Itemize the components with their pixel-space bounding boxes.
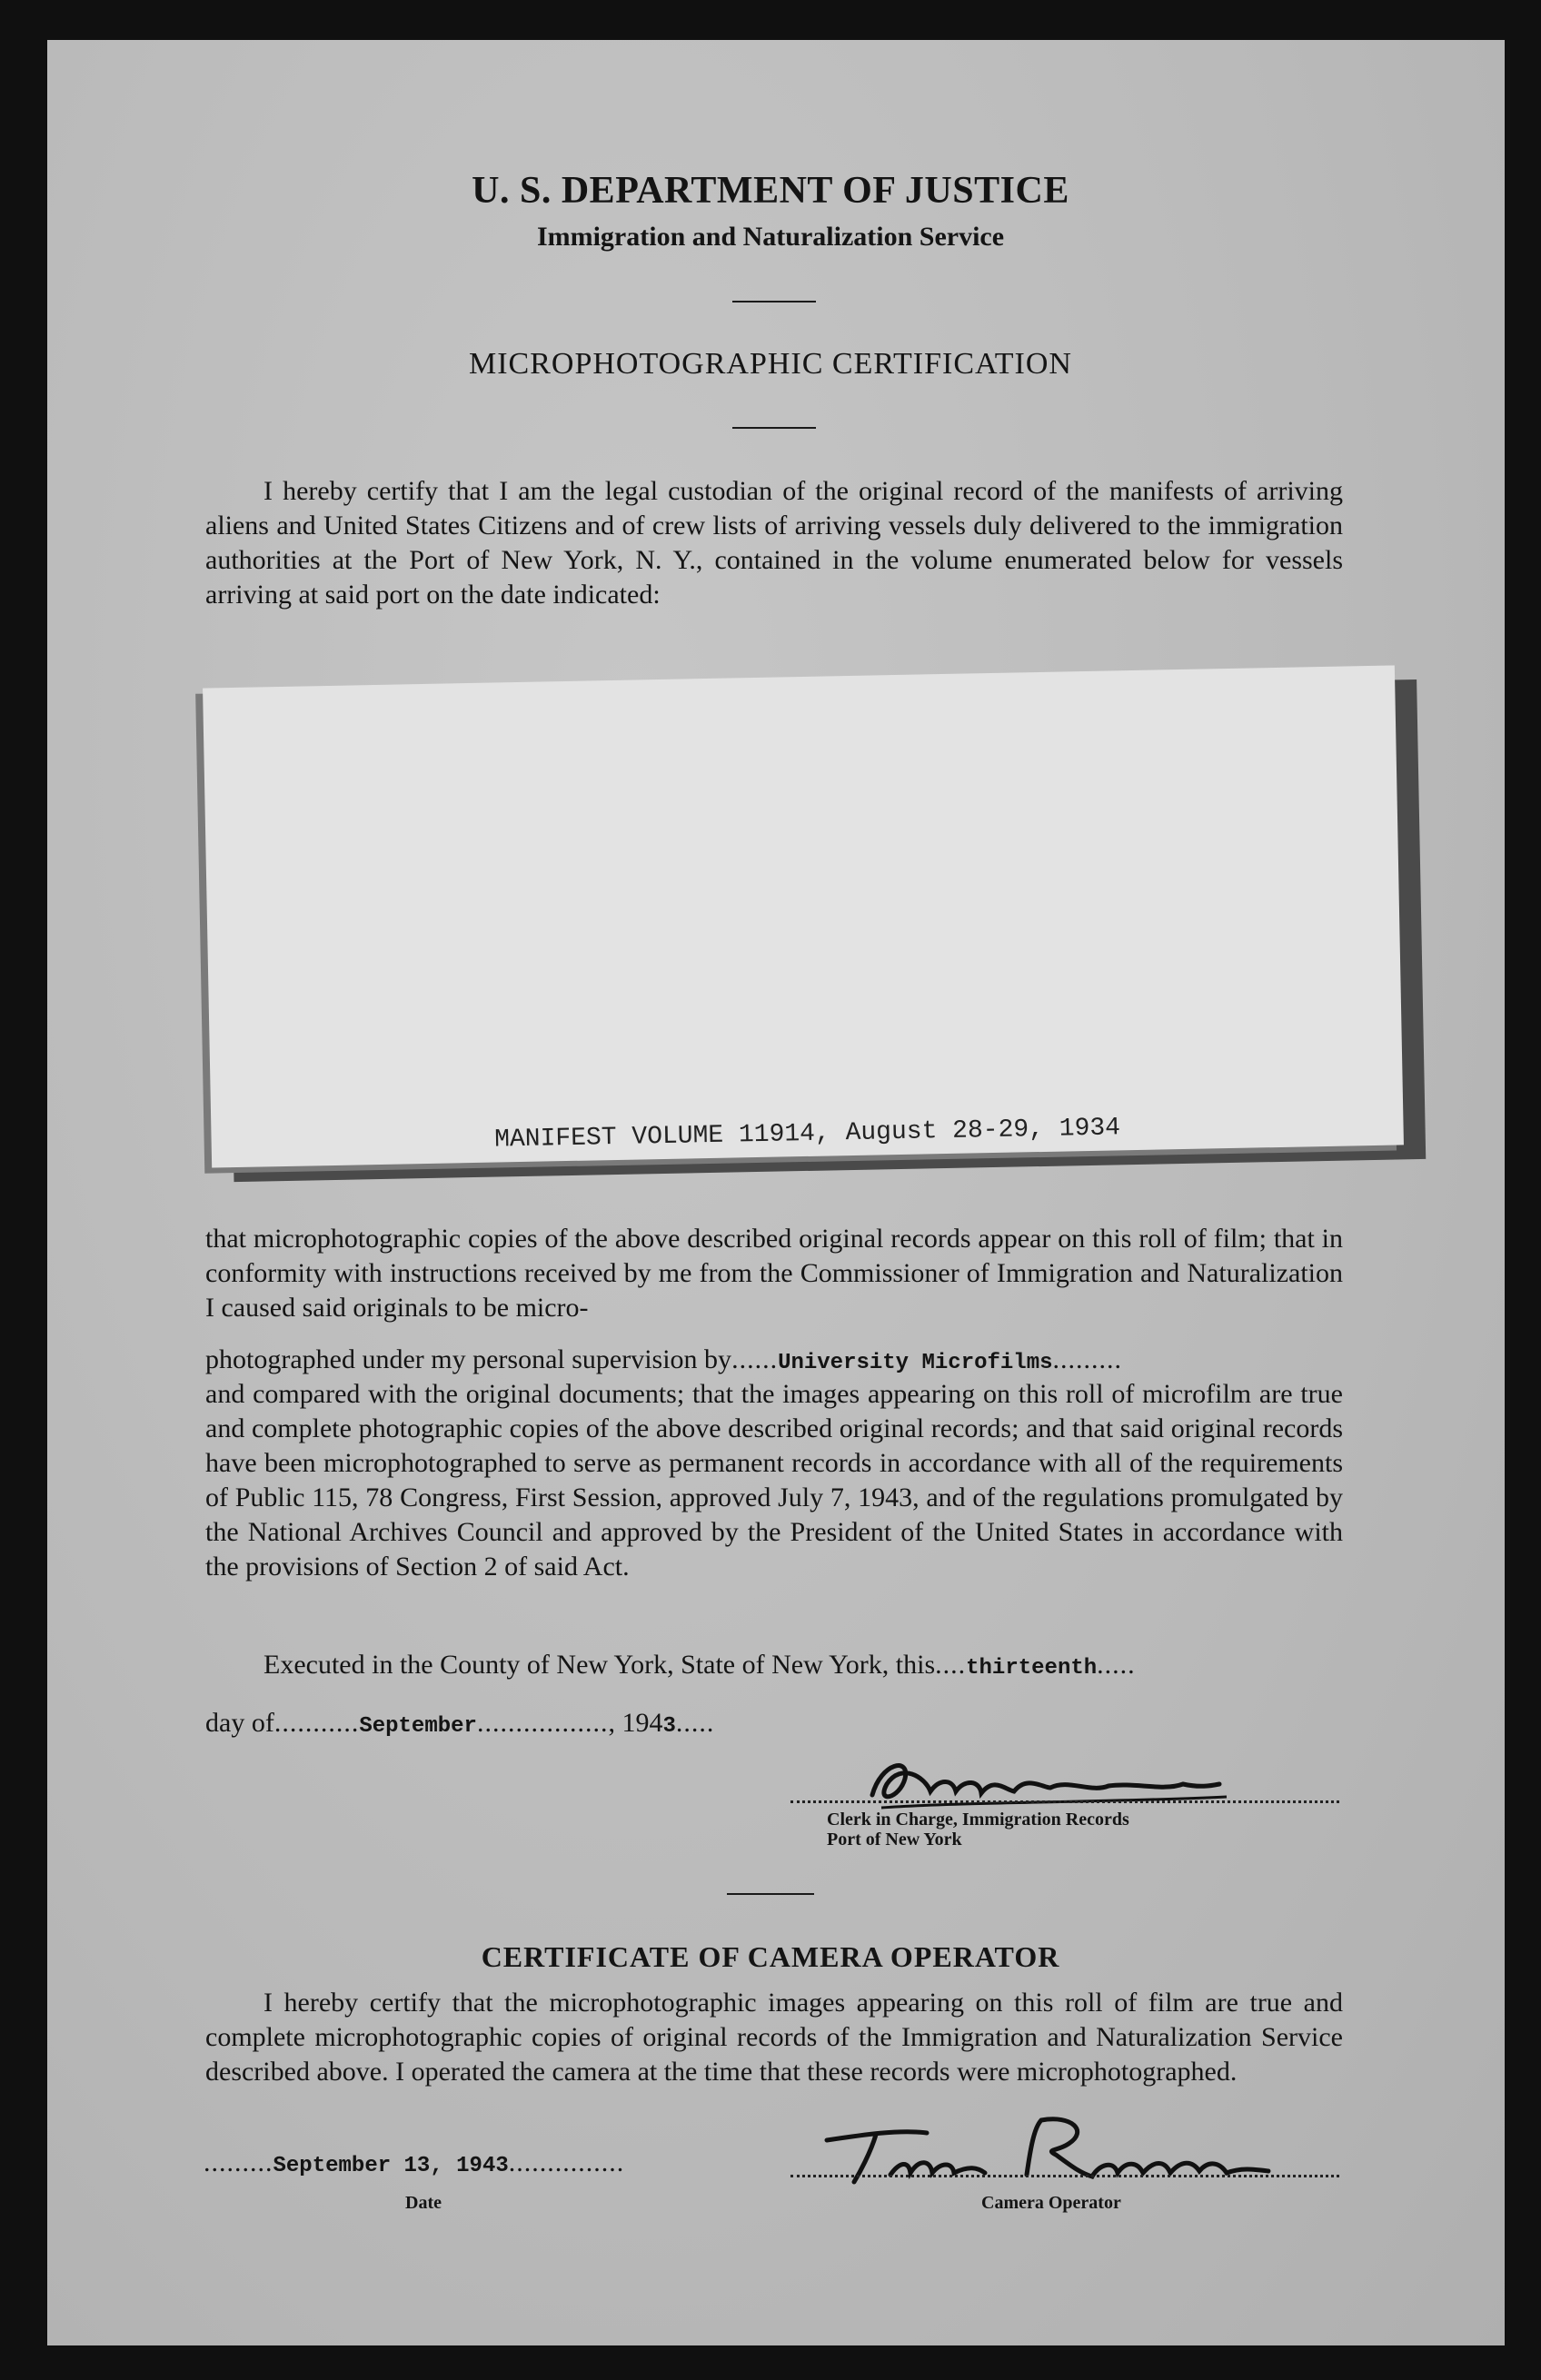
execution-day-value: thirteenth <box>966 1656 1098 1681</box>
supervision-prefix: photographed under my personal supervision by <box>205 1344 732 1374</box>
certification-title: MICROPHOTOGRAPHIC CERTIFICATION <box>468 347 1072 381</box>
intro-paragraph: I hereby certify that I am the legal custodian of the original record of the manifests of arriving aliens and United States Citizens and of crew lists of arriving vessels duly delivered to the immigration authorities at the Port of New York, N. Y., contained in the volume enumerated below for vessels arriving at said port on the date indicated: <box>205 476 1343 610</box>
execution-date-line: day of...........September................., 1943..... <box>205 1708 715 1739</box>
execution-month-value: September <box>359 1714 477 1739</box>
body-paragraph-part1: that microphotographic copies of the above described original records appear on this roll of film; that in conformity with instructions received by me from the Commissioner of Immigration and Naturalization I caused said originals to be micro- <box>205 1224 1343 1323</box>
manifest-label-card <box>203 665 1404 1167</box>
manifest-volume-label: MANIFEST VOLUME 11914, August 28-29, 1934 <box>493 1114 1121 1155</box>
date-value: September 13, 1943 <box>273 2154 509 2178</box>
clerk-signature-line <box>790 1800 1339 1803</box>
execution-prefix: Executed in the County of New York, State of New York, this <box>263 1650 936 1680</box>
date-caption: Date <box>405 2193 442 2213</box>
year-prefix: , 194 <box>608 1708 663 1738</box>
execution-line: Executed in the County of New York, State of New York, this....thirteenth..... <box>263 1650 1136 1681</box>
camera-operator-title: CERTIFICATE OF CAMERA OPERATOR <box>481 1940 1060 1973</box>
clerk-caption-line2: Port of New York <box>827 1830 962 1849</box>
divider <box>732 427 816 429</box>
filled-by-value: University Microfilms <box>778 1351 1053 1375</box>
body-paragraph-part2: and compared with the original documents; that the images appearing on this roll of microfilm are true and complete photographic copies of the above described original records; and that said original records have been microphotographed to serve as permanent records in accordance with all of the requirements of Public 115, 78 Congress, First Session, approved July 7, 1943, and of the regulations promulgated by the National Archives Council and approved by the President of the United States in accordance with the provisions of Section 2 of said Act. <box>205 1379 1343 1582</box>
camera-paragraph: I hereby certify that the microphotographic images appearing on this roll of film are true and complete microphotographic copies of original records of the Immigration and Naturalization Service described above. I operated the camera at the time that these records were microphotographed. <box>205 1988 1343 2087</box>
day-of-label: day of <box>205 1708 274 1738</box>
clerk-caption-line1: Clerk in Charge, Immigration Records <box>827 1810 1129 1830</box>
date-line: .........September 13, 1943............... <box>204 2147 625 2178</box>
camera-operator-caption: Camera Operator <box>981 2193 1121 2213</box>
department-heading: U. S. DEPARTMENT OF JUSTICE <box>472 170 1069 212</box>
year-digit-value: 3 <box>662 1714 676 1739</box>
divider <box>732 301 816 302</box>
camera-operator-signature-line <box>790 2175 1339 2177</box>
service-subheading: Immigration and Naturalization Service <box>536 222 1005 252</box>
divider <box>727 1893 814 1895</box>
supervision-line: photographed under my personal supervision by......University Microfilms......... <box>205 1344 1123 1375</box>
